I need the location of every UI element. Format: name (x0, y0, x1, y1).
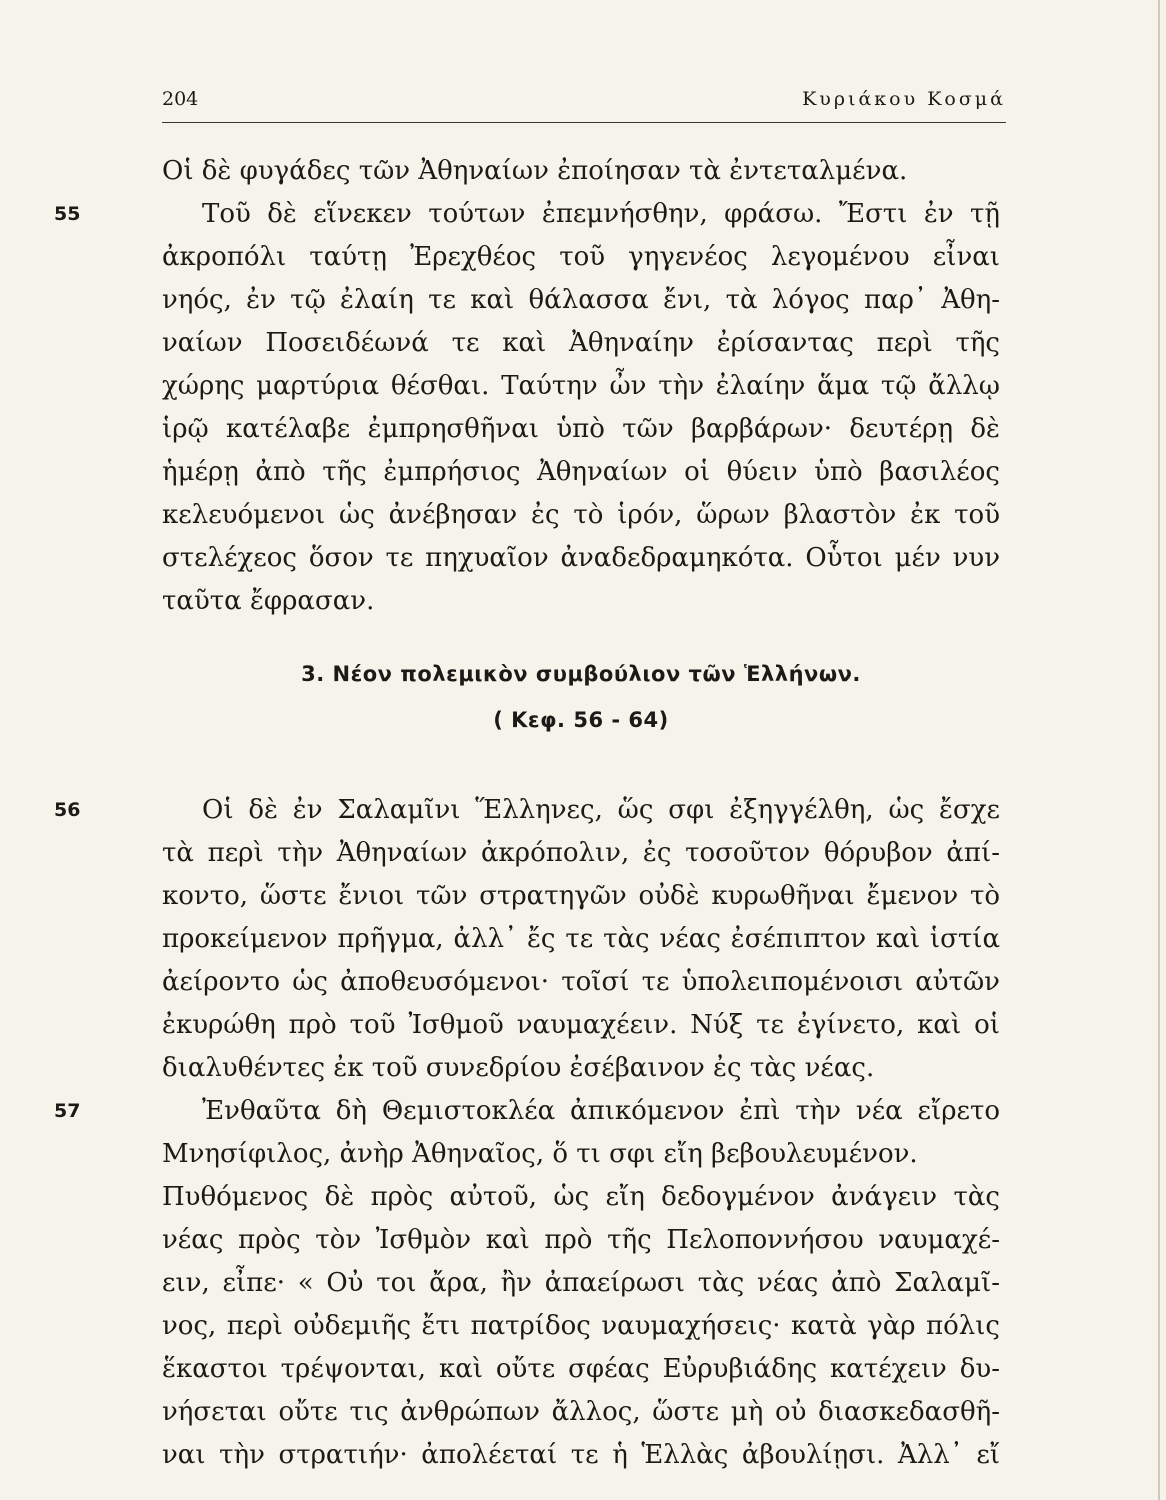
text-line (162, 279, 1000, 322)
text-line (162, 580, 1000, 623)
line-text: κοντο, ὥστε ἔνιοι τῶν στρατηγῶν οὐδὲ κυρωθῆναι ἔμενον τὸ (162, 881, 1000, 911)
text-line (162, 1305, 1000, 1348)
paragraph-block-1 (54, 150, 1000, 623)
running-head: Κυριάκου Κοσμά (802, 88, 1006, 110)
section-chapters: ( Κεφ. 56 - 64) (493, 708, 669, 732)
line-text: Οἱ δὲ ἐν Σαλαμῖνι Ἕλληνες, ὥς σφι ἐξηγγέλθη, ὡς ἔσχε (202, 795, 1000, 825)
text-line (162, 1391, 1000, 1434)
line-text: νος, περὶ οὐδεμιῆς ἔτι πατρίδος ναυμαχήσεις· κατὰ γὰρ πόλις (162, 1311, 1000, 1341)
chapter-number: 56 (54, 799, 81, 821)
text-line (162, 918, 1000, 961)
section-title: 3. Νέον πολεμικὸν συμβούλιον τῶν Ἑλλήνων. (301, 662, 861, 686)
text-line (162, 236, 1000, 279)
text-line (162, 1348, 1000, 1391)
line-text: νηός, ἐν τῷ ἐλαίη τε καὶ θάλασσα ἔνι, τὰ λόγος παρ᾽ Ἀθη- (162, 285, 1000, 315)
chapter-number: 55 (54, 203, 81, 225)
line-text: χώρης μαρτύρια θέσθαι. Ταύτην ὦν τὴν ἐλαίην ἅμα τῷ ἄλλῳ (162, 371, 1000, 401)
page-number: 204 (162, 88, 199, 110)
text-line (162, 1004, 1000, 1047)
text-line (162, 408, 1000, 451)
text-line (162, 1176, 1000, 1219)
text-line (54, 193, 1000, 236)
line-text: στελέχεος ὅσον τε πηχυαῖον ἀναδεδραμηκότα. Οὗτοι μέν νυν (162, 543, 1000, 573)
page-header (162, 88, 1006, 123)
text-line (162, 494, 1000, 537)
paragraph-block-2 (54, 789, 1000, 1477)
line-text: Ἐνθαῦτα δὴ Θεμιστοκλέα ἀπικόμενον ἐπὶ τὴν νέα εἴρετο (202, 1096, 1000, 1126)
page-edge (1158, 0, 1160, 1500)
line-text: Μνησίφιλος, ἀνὴρ Ἀθηναῖος, ὅ τι σφι εἴη βεβουλευμένον. (162, 1139, 918, 1169)
line-text: Πυθόμενος δὲ πρὸς αὐτοῦ, ὡς εἴη δεδογμένον ἀνάγειν τὰς (162, 1182, 1000, 1212)
text-line (54, 789, 1000, 832)
main-text (54, 150, 1000, 1477)
line-text: Τοῦ δὲ εἵνεκεν τούτων ἐπεμνήσθην, φράσω. Ἔστι ἐν τῇ (202, 199, 1000, 229)
text-line (54, 1090, 1000, 1133)
line-text: ναι τὴν στρατιήν· ἀπολέεταί τε ἡ Ἑλλὰς ἀβουλίῃσι. Ἀλλ᾽ εἴ (162, 1440, 1000, 1470)
chapter-number: 57 (54, 1100, 81, 1122)
line-text: ταῦτα ἔφρασαν. (162, 586, 375, 616)
line-text: διαλυθέντες ἐκ τοῦ συνεδρίου ἐσέβαινον ἐς τὰς νέας. (162, 1053, 875, 1083)
text-line (162, 1047, 1000, 1090)
text-line (162, 1434, 1000, 1477)
text-line (162, 150, 1000, 193)
line-text: ἀκροπόλι ταύτῃ Ἐρεχθέος τοῦ γηγενέος λεγομένου εἶναι (162, 242, 1000, 272)
line-text: ναίων Ποσειδέωνά τε καὶ Ἀθηναίην ἐρίσαντας περὶ τῆς (162, 328, 1000, 358)
line-text: ἕκαστοι τρέψονται, καὶ οὔτε σφέας Εὐρυβιάδης κατέχειν δυ- (162, 1354, 1000, 1384)
line-text: κελευόμενοι ὡς ἀνέβησαν ἐς τὸ ἱρόν, ὥρων βλαστὸν ἐκ τοῦ (162, 500, 1000, 530)
text-line (162, 1219, 1000, 1262)
text-line (162, 832, 1000, 875)
line-text: ειν, εἶπε· « Οὐ τοι ἄρα, ἢν ἀπαείρωσι τὰς νέας ἀπὸ Σαλαμῖ- (162, 1268, 1000, 1298)
text-line (162, 365, 1000, 408)
line-text: νέας πρὸς τὸν Ἰσθμὸν καὶ πρὸ τῆς Πελοποννήσου ναυμαχέ- (162, 1225, 1000, 1255)
line-text: ἀείροντο ὡς ἀποθευσόμενοι· τοῖσί τε ὑπολειπομένοισι αὐτῶν (162, 967, 1000, 997)
text-line (162, 961, 1000, 1004)
text-line (162, 537, 1000, 580)
line-text: νήσεται οὔτε τις ἀνθρώπων ἄλλος, ὥστε μὴ οὐ διασκεδασθῆ- (162, 1397, 1000, 1427)
line-text: προκείμενον πρῆγμα, ἀλλ᾽ ἔς τε τὰς νέας ἐσέπιπτον καὶ ἱστία (162, 924, 1000, 954)
line-text: τὰ περὶ τὴν Ἀθηναίων ἀκρόπολιν, ἐς τοσοῦτον θόρυβον ἀπί- (162, 838, 1000, 868)
line-text: Οἱ δὲ φυγάδες τῶν Ἀθηναίων ἐποίησαν τὰ ἐντεταλμένα. (162, 156, 908, 186)
line-text: ἡμέρῃ ἀπὸ τῆς ἐμπρήσιος Ἀθηναίων οἱ θύειν ὑπὸ βασιλέος (162, 457, 1000, 487)
text-line (162, 875, 1000, 918)
text-line (162, 1262, 1000, 1305)
text-line (162, 1133, 1000, 1176)
line-text: ἐκυρώθη πρὸ τοῦ Ἰσθμοῦ ναυμαχέειν. Νύξ τε ἐγίνετο, καὶ οἱ (162, 1010, 1000, 1040)
text-line (162, 322, 1000, 365)
text-line (162, 451, 1000, 494)
line-text: ἱρῷ κατέλαβε ἐμπρησθῆναι ὑπὸ τῶν βαρβάρων· δευτέρῃ δὲ (162, 414, 1000, 444)
